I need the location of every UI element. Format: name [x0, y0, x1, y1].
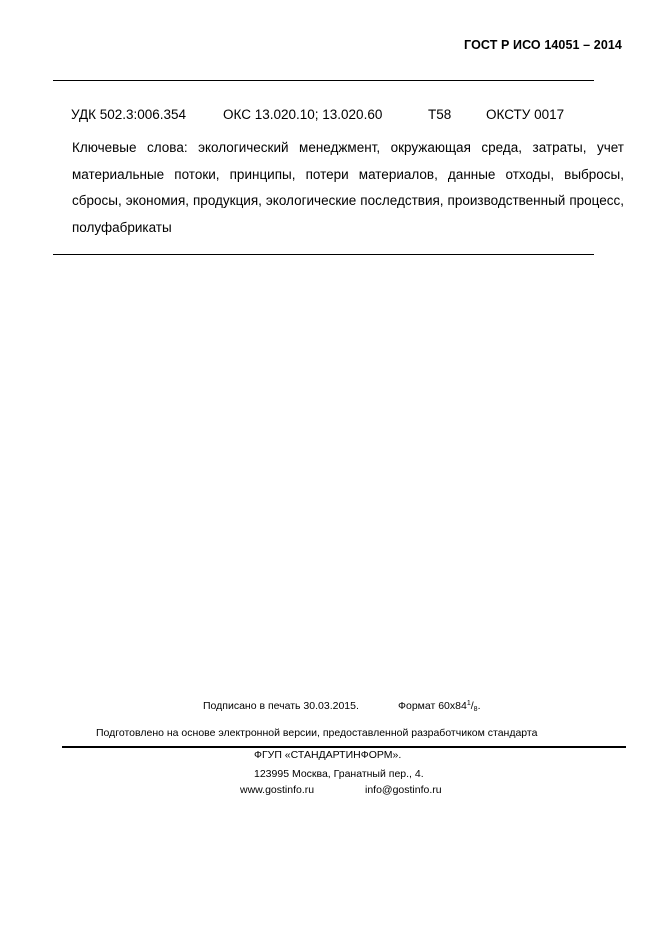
oks-code: ОКС 13.020.10; 13.020.60	[223, 107, 383, 122]
format-denominator: 8	[473, 706, 478, 713]
udc-code: УДК 502.3:006.354	[71, 107, 187, 122]
publisher-name: ФГУП «СТАНДАРТИНФОРМ».	[254, 749, 402, 761]
format-label: Формат 60х84	[398, 700, 467, 712]
top-divider	[53, 80, 594, 81]
prepared-note: Подготовлено на основе электронной версии, предоставленной разработчиком стандарта	[96, 727, 538, 739]
bottom-divider	[53, 254, 594, 255]
okstu-code: ОКСТУ 0017	[486, 107, 565, 122]
website-link[interactable]: www.gostinfo.ru	[240, 784, 315, 796]
keywords-paragraph: Ключевые слова: экологический менеджмент, окружающая среда, затраты, учет материальные потоки, принципы, потери материалов, данные отходы, выбросы, сбросы, экономия, продукция, экологические последствия, производственный процесс, полуфабрикаты	[72, 140, 624, 235]
paper-format: Формат $60х84^1/_8$.	[398, 700, 481, 713]
publisher-address: 123995 Москва, Гранатный пер., 4.	[254, 768, 424, 780]
format-numerator: 1	[466, 700, 471, 707]
standard-code: ГОСТ Р ИСО 14051 – 2014	[464, 38, 622, 52]
email-link[interactable]: info@gostinfo.ru	[365, 784, 442, 796]
footer-divider	[62, 746, 626, 748]
format-tail: .	[477, 700, 481, 712]
signed-date: Подписано в печать 30.03.2015.	[203, 700, 359, 712]
t-code: Т58	[428, 107, 452, 122]
